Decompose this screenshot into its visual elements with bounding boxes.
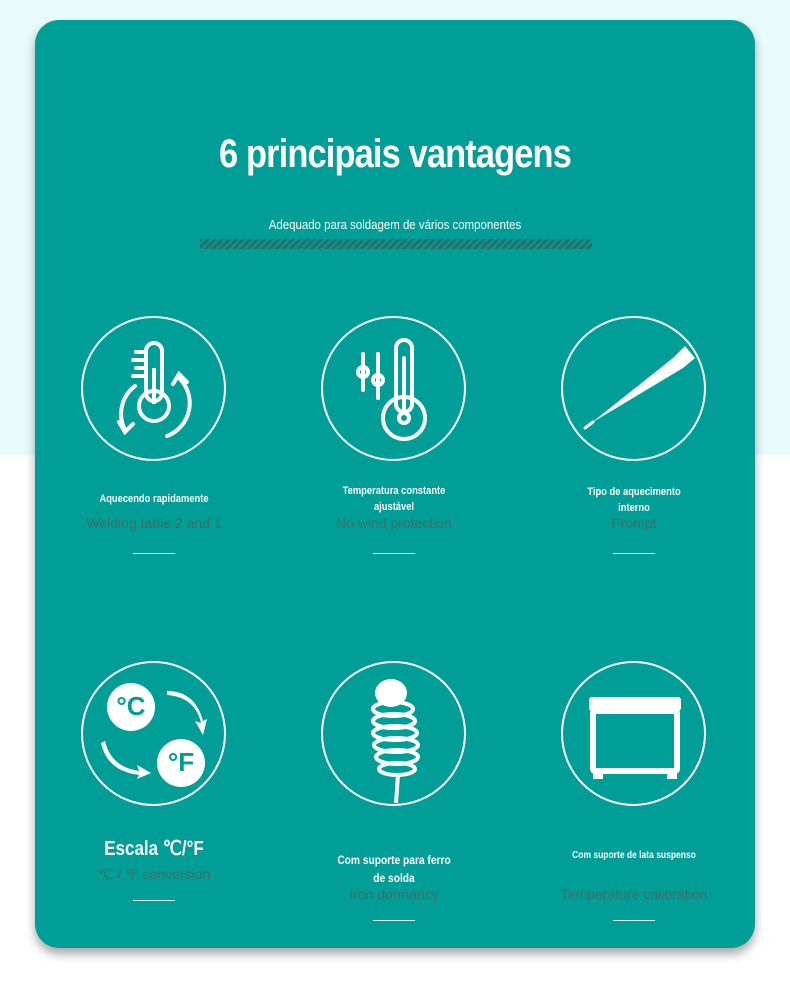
feature-item bbox=[515, 316, 755, 616]
thermometer-cycle-icon bbox=[81, 316, 226, 461]
feature-subtext: Iron dormancy bbox=[349, 886, 439, 902]
feature-item bbox=[35, 661, 275, 961]
celsius-fahrenheit-icon bbox=[81, 661, 226, 806]
feature-item bbox=[275, 661, 515, 961]
hatch-divider bbox=[200, 239, 592, 249]
feature-subtext: Temperature calibration bbox=[560, 886, 708, 902]
page-subtitle: Adequado para soldagem de vários componentes bbox=[268, 217, 522, 232]
features-card bbox=[35, 20, 755, 948]
feature-label: Com suporte para ferro de solda bbox=[337, 853, 451, 885]
feature-subtext: Prompt bbox=[611, 515, 657, 531]
page-title: 6 principais vantagens bbox=[219, 132, 571, 176]
feature-label: Escala ℃/°F bbox=[104, 838, 204, 860]
feature-item bbox=[515, 661, 755, 961]
feature-label: Com suporte de lata suspenso bbox=[572, 850, 696, 861]
feature-divider bbox=[373, 920, 415, 921]
feature-subtext: No wind protection bbox=[336, 515, 452, 531]
feature-label: Tipo de aquecimento interno bbox=[587, 486, 681, 514]
svg-text:°F: °F bbox=[167, 747, 195, 777]
feature-divider bbox=[133, 553, 175, 554]
feature-subtext: Welding table 2 and 1 bbox=[86, 515, 222, 531]
feature-divider bbox=[613, 920, 655, 921]
thermometer-slider-icon bbox=[321, 316, 466, 461]
feature-label: Aquecendo rapidamente bbox=[99, 493, 209, 505]
feature-item bbox=[35, 316, 275, 616]
feature-label: Temperatura constante ajustável bbox=[342, 485, 446, 513]
feature-item bbox=[275, 316, 515, 616]
iron-holder-icon bbox=[321, 661, 466, 806]
feature-divider bbox=[373, 553, 415, 554]
feature-subtext: ℃ / ℉ conversion bbox=[97, 866, 211, 882]
feature-divider bbox=[613, 553, 655, 554]
soldering-tip-icon bbox=[561, 316, 706, 461]
feature-divider bbox=[133, 900, 175, 901]
solder-box-icon bbox=[561, 661, 706, 806]
svg-text:°C: °C bbox=[116, 691, 146, 721]
